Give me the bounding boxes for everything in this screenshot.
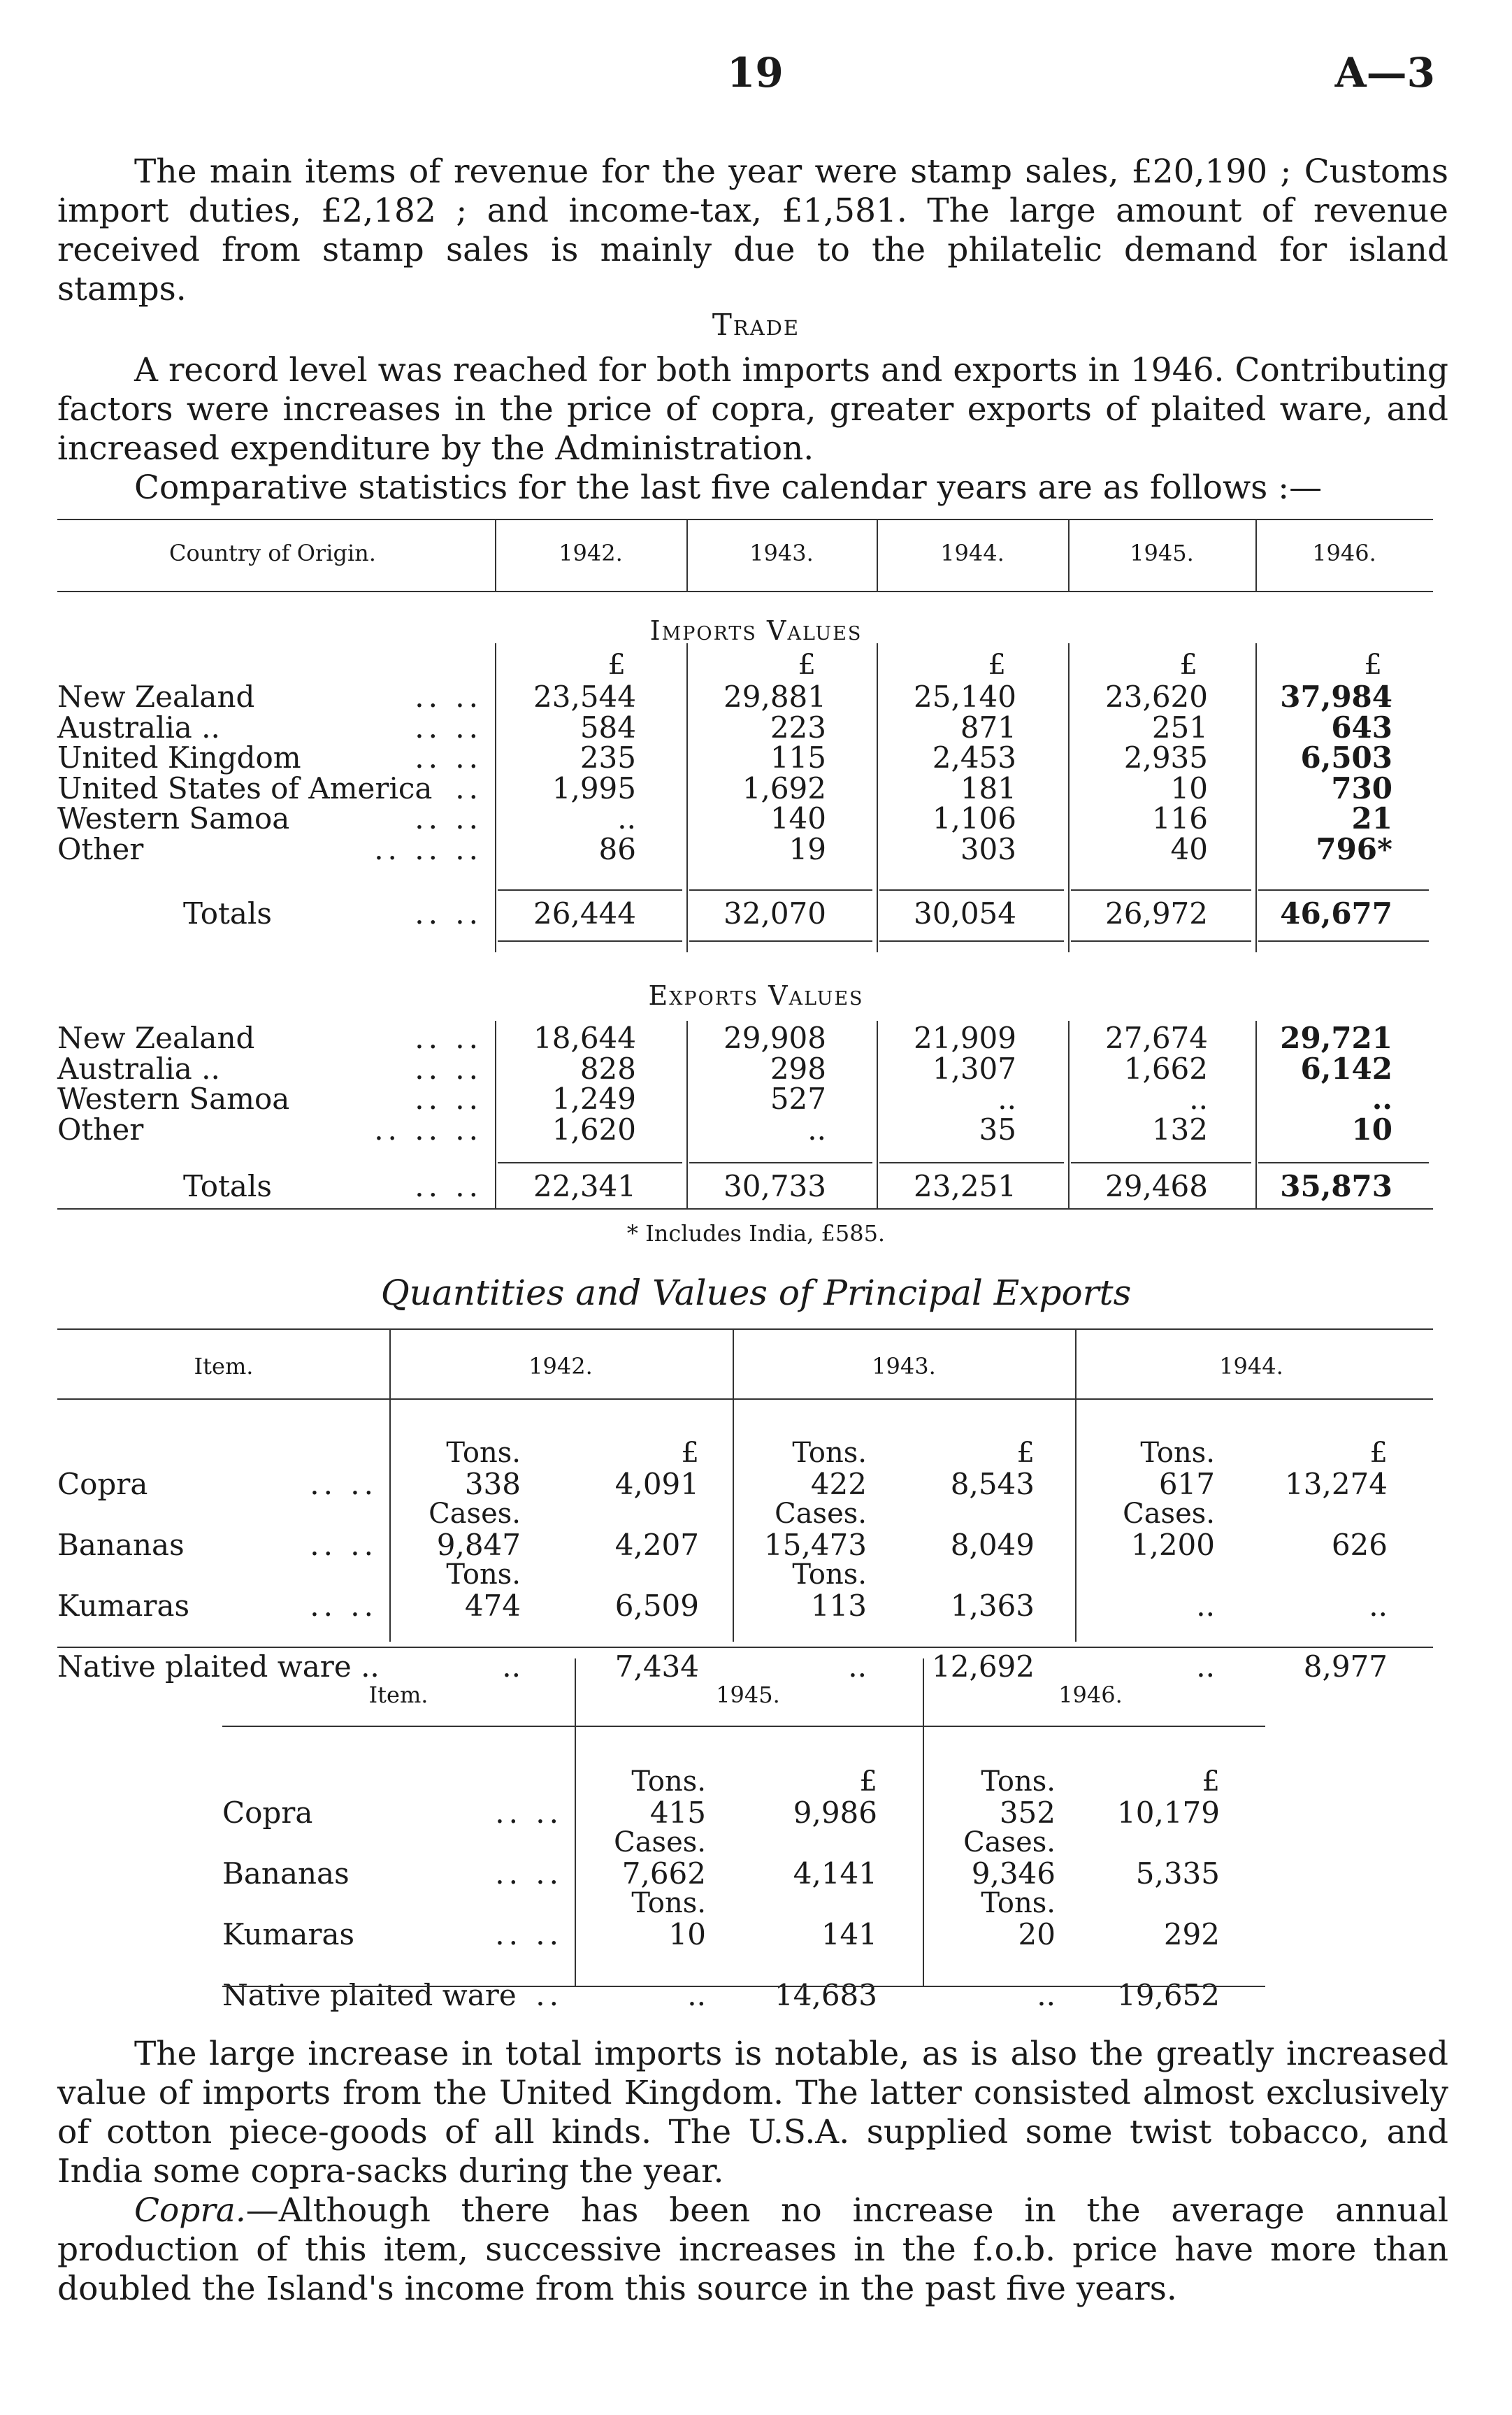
value-pounds: 4,141 (793, 1856, 877, 1891)
leader-dots: .. (455, 771, 482, 805)
quantity-value: 338 (464, 1467, 521, 1501)
document-reference: A—3 (1334, 49, 1435, 96)
country-label: Australia .. (57, 710, 220, 745)
import-value: 23,544 (533, 680, 636, 714)
unit-label: Tons. (981, 1887, 1056, 1919)
totals-label: Totals (183, 1169, 272, 1203)
import-value: 19 (789, 831, 826, 866)
leader-dots: .. .. (495, 1856, 563, 1891)
quantity-value: .. (1196, 1589, 1215, 1623)
imports-total: 30,054 (914, 896, 1016, 931)
country-label: New Zealand (57, 1021, 255, 1055)
page-number: 19 (727, 49, 784, 96)
import-value: 223 (770, 710, 826, 745)
currency-symbol: £ (1016, 1437, 1035, 1469)
export-value: 527 (770, 1082, 826, 1116)
value-pounds: 1,363 (950, 1589, 1035, 1623)
currency-symbol: £ (681, 1437, 699, 1469)
import-value: 235 (579, 740, 636, 775)
country-label: United States of America (57, 771, 433, 805)
trade-heading: Trade (712, 308, 800, 342)
leader-dots: .. .. (415, 896, 482, 931)
import-value: 23,620 (1105, 680, 1208, 714)
quantity-value: .. (687, 1978, 706, 2012)
column-header: 1944. (1219, 1353, 1283, 1380)
leader-dots: .. .. (415, 680, 482, 714)
export-value: .. (807, 1112, 826, 1147)
import-value: 140 (770, 801, 826, 836)
country-label: New Zealand (57, 680, 255, 714)
exports-total: 23,251 (914, 1169, 1016, 1203)
import-value: 2,453 (932, 740, 1016, 775)
currency-symbol: £ (1369, 1437, 1388, 1469)
quantity-value: 617 (1158, 1467, 1215, 1501)
column-header: Item. (368, 1682, 429, 1708)
exports-total: 35,873 (1280, 1169, 1392, 1203)
column-header: 1942. (528, 1353, 593, 1380)
import-value: 181 (960, 771, 1016, 805)
import-value: 303 (960, 831, 1016, 866)
quantity-value: 7,662 (621, 1856, 706, 1891)
currency-symbol: £ (859, 1765, 877, 1798)
trade-intro-text: Comparative statistics for the last five calendar years are as follows :— (134, 468, 1323, 507)
unit-label: Cases. (429, 1498, 521, 1530)
import-value: 10 (1170, 771, 1208, 805)
import-value: 730 (1331, 771, 1392, 805)
unit-label: Cases. (963, 1826, 1056, 1858)
value-pounds: 5,335 (1135, 1856, 1220, 1891)
quantity-value: .. (502, 1649, 521, 1684)
column-header: 1945. (716, 1682, 780, 1708)
export-value: 21,909 (914, 1021, 1016, 1055)
value-pounds: 626 (1331, 1528, 1388, 1562)
column-header: Item. (194, 1353, 254, 1380)
unit-label: Cases. (1123, 1498, 1215, 1530)
value-pounds: 4,207 (614, 1528, 699, 1562)
exports-table-title: Quantities and Values of Principal Exports (380, 1273, 1132, 1313)
import-value: 2,935 (1123, 740, 1208, 775)
leader-dots: .. .. (415, 1169, 482, 1203)
export-value: 35 (979, 1112, 1016, 1147)
copra-paragraph (57, 2191, 1448, 2309)
import-value: 796* (1316, 831, 1392, 866)
export-value: 1,620 (552, 1112, 636, 1147)
unit-label: Tons. (446, 1437, 521, 1469)
leader-dots: .. .. (310, 1589, 377, 1623)
import-value: 37,984 (1280, 680, 1392, 714)
import-value: 1,692 (742, 771, 826, 805)
value-pounds: 141 (821, 1917, 877, 1951)
imports-total: 32,070 (723, 896, 826, 931)
import-value: 29,881 (723, 680, 826, 714)
copra-text: —Although there has been no increase in the average annual production of this item, successive increases in the f.o.b. price have more than doubled the Island's income from this source in the past five years. (57, 2191, 1448, 2308)
import-value: 116 (1151, 801, 1208, 836)
value-pounds: 8,543 (950, 1467, 1035, 1501)
export-value: 29,721 (1280, 1021, 1392, 1055)
currency-symbol: £ (798, 649, 816, 681)
exports-total: 30,733 (723, 1169, 826, 1203)
copra-lead: Copra. (134, 2191, 246, 2230)
quantity-value: 113 (810, 1589, 867, 1623)
leader-dots: .. .. .. (374, 1112, 482, 1147)
leader-dots: .. .. (310, 1467, 377, 1501)
currency-symbol: £ (1202, 1765, 1220, 1798)
export-value: 828 (579, 1051, 636, 1086)
leader-dots: .. .. (415, 1051, 482, 1086)
unit-label: Cases. (775, 1498, 867, 1530)
column-header: 1942. (559, 540, 623, 566)
leader-dots: .. .. (415, 1082, 482, 1116)
value-pounds: 292 (1163, 1917, 1220, 1951)
country-label: Australia .. (57, 1051, 220, 1086)
export-value: 1,662 (1123, 1051, 1208, 1086)
import-value: 1,106 (932, 801, 1016, 836)
leader-dots: .. .. .. (374, 831, 482, 866)
export-value: 1,307 (932, 1051, 1016, 1086)
value-pounds: 19,652 (1117, 1978, 1220, 2012)
leader-dots: .. .. (415, 740, 482, 775)
quantity-value: 352 (999, 1796, 1056, 1830)
imports-total: 26,444 (533, 896, 636, 931)
imports-total: 26,972 (1105, 896, 1208, 931)
imports-note-text: The large increase in total imports is notable, as is also the greatly increased value of imports from the United Kingdom. The latter consisted almost exclusively of cotton piece-goods of all kinds. The U.S.A. supplied some twist tobacco, and India some copra-sacks during the year. (57, 2035, 1448, 2191)
country-label: Western Samoa (57, 801, 290, 836)
value-pounds: .. (1369, 1589, 1388, 1623)
quantity-value: 9,847 (436, 1528, 521, 1562)
import-value: 6,503 (1300, 740, 1392, 775)
quantity-value: .. (848, 1649, 867, 1684)
import-value: 40 (1170, 831, 1208, 866)
leader-dots: .. .. (310, 1528, 377, 1562)
import-value: 1,995 (552, 771, 636, 805)
item-label: Kumaras (222, 1917, 355, 1951)
column-header: Country of Origin. (169, 540, 376, 566)
quantity-value: 15,473 (764, 1528, 867, 1562)
quantity-value: 20 (1018, 1917, 1056, 1951)
import-value: 115 (770, 740, 826, 775)
item-label: Native plaited ware .. (57, 1649, 380, 1684)
rule (222, 1986, 1265, 1987)
import-value: 871 (960, 710, 1016, 745)
value-pounds: 13,274 (1285, 1467, 1388, 1501)
export-value: 18,644 (533, 1021, 636, 1055)
item-label: Native plaited ware (222, 1978, 517, 2012)
currency-symbol: £ (1364, 649, 1382, 681)
leader-dots: .. .. (415, 710, 482, 745)
value-pounds: 8,049 (950, 1528, 1035, 1562)
column-header: 1946. (1312, 540, 1376, 566)
quantity-value: .. (1037, 1978, 1056, 2012)
item-label: Bananas (222, 1856, 350, 1891)
column-header: 1945. (1130, 540, 1194, 566)
currency-symbol: £ (988, 649, 1006, 681)
export-value: 10 (1351, 1112, 1392, 1147)
rule (222, 1726, 1265, 1727)
exports-total: 29,468 (1105, 1169, 1208, 1203)
export-value: .. (998, 1082, 1016, 1116)
value-pounds: 8,977 (1303, 1649, 1388, 1684)
country-label: United Kingdom (57, 740, 301, 775)
item-label: Copra (57, 1467, 148, 1501)
unit-label: Tons. (631, 1887, 706, 1919)
unit-label: Tons. (1140, 1437, 1215, 1469)
export-value: 29,908 (723, 1021, 826, 1055)
unit-label: Tons. (792, 1437, 867, 1469)
export-value: .. (1371, 1082, 1392, 1116)
export-value: 132 (1151, 1112, 1208, 1147)
import-value: 21 (1351, 801, 1392, 836)
import-value: 25,140 (914, 680, 1016, 714)
column-header: 1943. (872, 1353, 936, 1380)
import-value: 643 (1331, 710, 1392, 745)
totals-label: Totals (183, 896, 272, 931)
leader-dots: .. .. (495, 1796, 563, 1830)
item-label: Copra (222, 1796, 313, 1830)
export-value: 1,249 (552, 1082, 636, 1116)
import-value: .. (617, 801, 636, 836)
trade-text: A record level was reached for both imports and exports in 1946. Contributing factors were increases in the price of copra, greater exports of plaited ware, and increased expenditure by the Administration. (57, 351, 1448, 468)
value-pounds: 10,179 (1117, 1796, 1220, 1830)
country-label: Other (57, 831, 144, 866)
export-value: 27,674 (1105, 1021, 1208, 1055)
quantity-value: 474 (464, 1589, 521, 1623)
country-label: Western Samoa (57, 1082, 290, 1116)
leader-dots: .. .. (415, 801, 482, 836)
export-value: .. (1189, 1082, 1208, 1116)
imports-total: 46,677 (1280, 896, 1392, 931)
leader-dots: .. .. (415, 1021, 482, 1055)
value-pounds: 6,509 (614, 1589, 699, 1623)
value-pounds: 7,434 (614, 1649, 699, 1684)
column-header: 1943. (749, 540, 814, 566)
column-header: 1944. (940, 540, 1005, 566)
leader-dots: .. (535, 1978, 563, 2012)
export-value: 298 (770, 1051, 826, 1086)
exports-total: 22,341 (533, 1169, 636, 1203)
currency-symbol: £ (607, 649, 626, 681)
unit-label: Tons. (446, 1558, 521, 1591)
imports-section-title: Imports Values (649, 615, 863, 646)
value-pounds: 4,091 (614, 1467, 699, 1501)
value-pounds: 12,692 (932, 1649, 1035, 1684)
import-value: 86 (598, 831, 636, 866)
quantity-value: 9,346 (971, 1856, 1056, 1891)
item-label: Bananas (57, 1528, 185, 1562)
footnote: * Includes India, £585. (626, 1220, 886, 1247)
exports-section-title: Exports Values (648, 980, 864, 1011)
value-pounds: 9,986 (793, 1796, 877, 1830)
import-value: 584 (579, 710, 636, 745)
leader-dots: .. .. (495, 1917, 563, 1951)
quantity-value: 10 (668, 1917, 706, 1951)
export-value: 6,142 (1300, 1051, 1392, 1086)
unit-label: Tons. (631, 1765, 706, 1798)
country-label: Other (57, 1112, 144, 1147)
quantity-value: .. (1196, 1649, 1215, 1684)
currency-symbol: £ (1179, 649, 1197, 681)
unit-label: Tons. (792, 1558, 867, 1591)
column-header: 1946. (1058, 1682, 1123, 1708)
value-pounds: 14,683 (775, 1978, 877, 2012)
quantity-value: 1,200 (1130, 1528, 1215, 1562)
unit-label: Cases. (614, 1826, 706, 1858)
revenue-text: The main items of revenue for the year were stamp sales, £20,190 ; Customs import duties, £2,182 ; and income-tax, £1,581. The large amount of revenue received from stamp sales is mainly due to the philatelic demand for island stamps. (57, 152, 1448, 308)
closing-paragraph (57, 2035, 1448, 2309)
unit-label: Tons. (981, 1765, 1056, 1798)
import-value: 251 (1151, 710, 1208, 745)
quantity-value: 422 (810, 1467, 867, 1501)
quantity-value: 415 (649, 1796, 706, 1830)
item-label: Kumaras (57, 1589, 190, 1623)
